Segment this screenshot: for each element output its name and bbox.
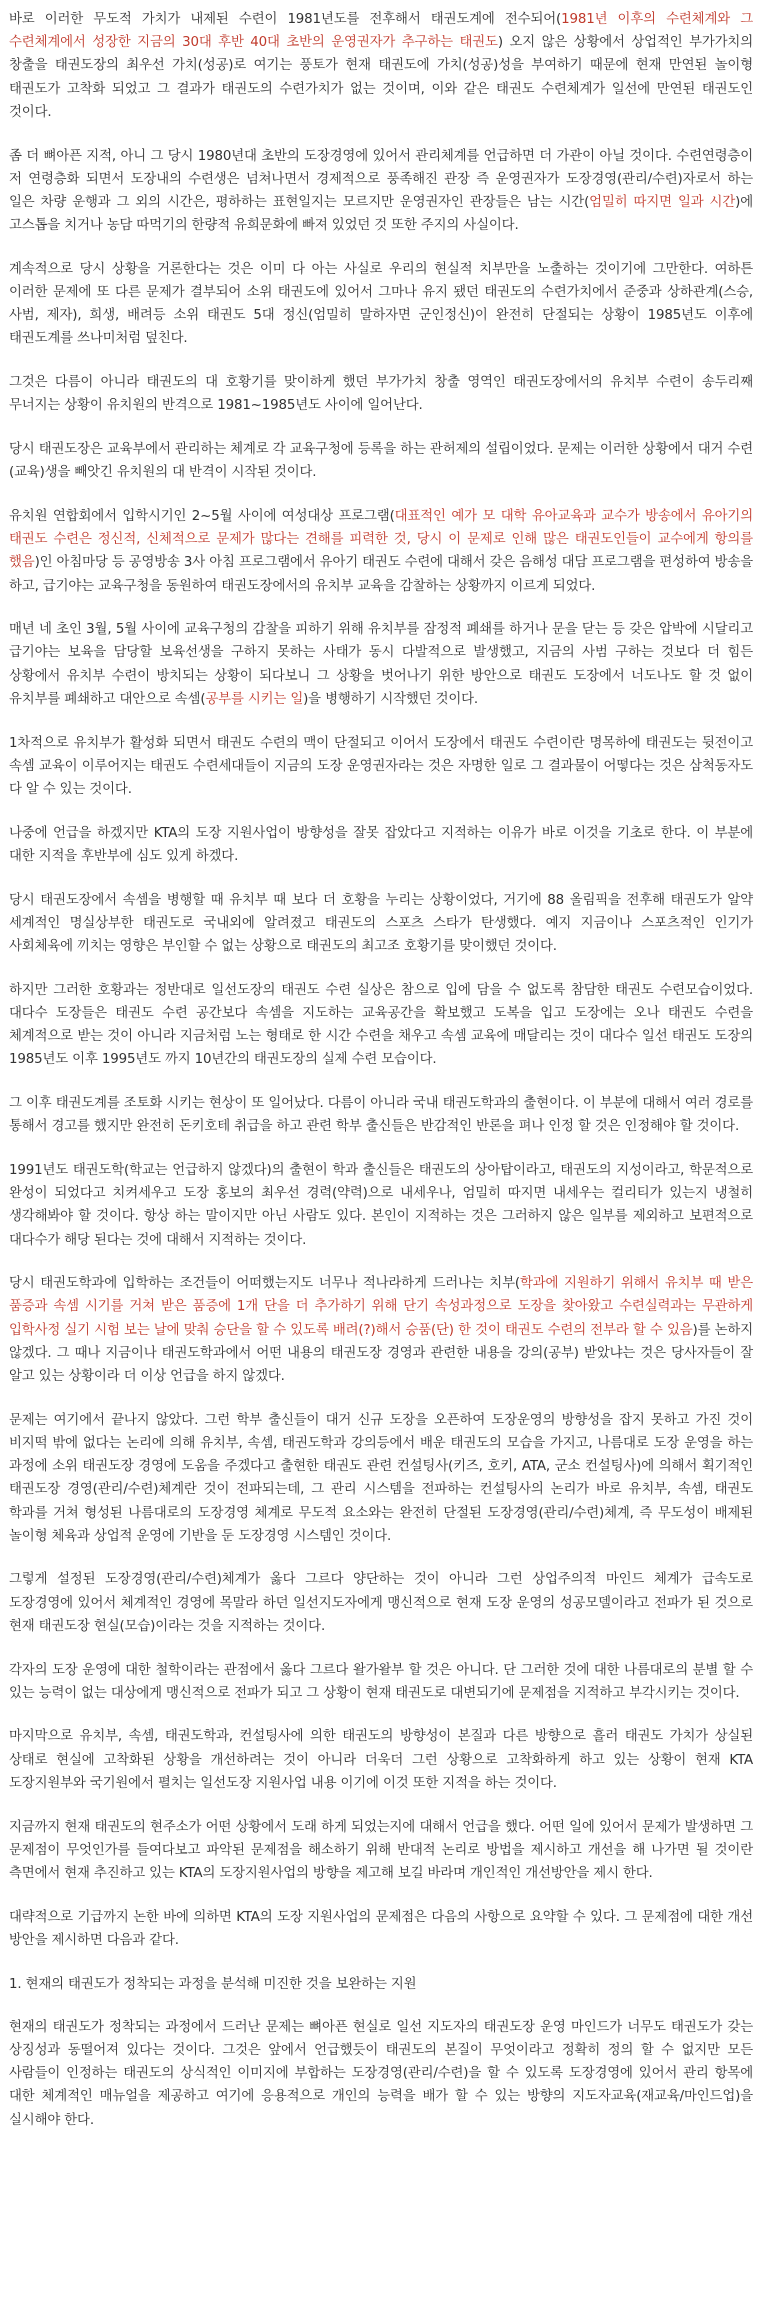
article-paragraph: [9, 258, 753, 351]
paragraph-text: 대략적으로 기급까지 논한 바에 의하면 KTA의 도장 지원사업의 문제점은 다음의 사항으로 요약할 수 있다. 그 문제점에 대한 개선 방안을 제시하면 다음과 같다.: [9, 1909, 753, 1948]
paragraph-text: 그렇게 설정된 도장경영(관리/수련)체계가 옳다 그르다 양단하는 것이 아니라 그런 상업주의적 마인드 체계가 급속도로 도장경영에 있어서 체계적인 경영에 목말라 하던 일선지도자에게 맹신적으로 현재 도장 운영의 성공모델이라고 전파가 된 것으로 현재 태권도장 현실(모습)이라는 것을 지적하는 것이다.: [9, 1572, 753, 1634]
paragraph-text: 계속적으로 당시 상황을 거론한다는 것은 이미 다 아는 사실로 우리의 현실적 치부만을 노출하는 것이기에 그만한다. 여하튼 이러한 문제에 또 다른 문제가 결부되어 소위 태권도에 있어서 그마나 유지 됐던 태권도의 수련가치에서 준중과 상하관계(스승, 사범, 제자), 희생, 배려등 소위 태권도 5대 정신(엄밀히 말하자면 군인정신)이 완전히 단절되는 상황이 1985년도 이후에 태권도계를 쓰나미처럼 덮친다.: [9, 261, 753, 347]
paragraph-text: 마지막으로 유치부, 속셈, 태권도학과, 컨설팅사에 의한 태권도의 방향성이 본질과 다른 방향으로 흘러 태권도 가치가 상실된 상태로 현실에 고착화된 상황을 개선하려는 것이 아니라 더욱더 그런 상황으로 고착화하게 하고 있는 상황이 현재 KTA 도장지원부와 국기원에서 펼치는 일선도장 지원사업 내용 이기에 이것 또한 지적을 하는 것이다.: [9, 1729, 753, 1791]
highlighted-text: 학과에 지원하기 위해서 유치부 때 받은 품증과 속셈 시기를 거쳐 받은 품증에 1개 단을 더 추가하기 위해 단기 속성과정으로 도장을 찾아왔고 수련실력과는 무관하게 입학사정 실기 시험 보는 날에 맞춰 승단을 할 수 있도록 배려(?)해서 승품(단) 한 것이 태권도 수련의 전부라 할 수 있음: [9, 1276, 753, 1338]
article-paragraph: [9, 1659, 753, 1705]
article-paragraph: [9, 1816, 753, 1886]
paragraph-text: 1차적으로 유치부가 활성화 되면서 태권도 수련의 맥이 단절되고 이어서 도장에서 태권도 수련이란 명목하에 태권도는 뒷전이고 속셈 교육이 이루어지는 태권도 수련세대들이 지금의 도장 운영권자라는 것은 자명한 일로 그 결과물이 어떻다는 것은 삼척동자도 다 알 수 있는 것이다.: [9, 735, 753, 797]
paragraph-text: )에 고스톱을 치거나 농담 따먹기의 한량적 유희문화에 빠져 있었던 것 또한 주지의 사실이다.: [9, 194, 753, 234]
paragraph-text: 그 이후 태권도계를 조토화 시키는 현상이 또 일어났다. 다름이 아니라 국내 태권도학과의 출현이다. 이 부분에 대해서 여러 경로를 통해서 경고를 했지만 완전히 돈키호테 취급을 하고 관련 학부 출신들은 반감적인 반론을 펴나 인정 할 것은 인정해야 할 것이다.: [9, 1096, 753, 1135]
paragraph-text: )를 논하지 않겠다. 그 때나 지금이나 태권도학과에서 어떤 내용의 태권도장 경영과 관련한 내용을 강의(공부) 받았냐는 것은 당사자들이 잘 알고 있는 상황이라 더 이상 언급을 하지 않겠다.: [9, 1322, 753, 1385]
paragraph-text: 1. 현재의 태권도가 정착되는 과정을 분석해 미진한 것을 보완하는 지원: [9, 1976, 417, 1992]
article-paragraph: [9, 732, 753, 802]
paragraph-text: 매년 네 초인 3월, 5월 사이에 교육구청의 감찰을 피하기 위해 유치부를 잠정적 폐쇄를 하거나 문을 닫는 등 갖은 압박에 시달리고 급기야는 보육을 담당할 보육선생을 구하지 못하는 사태가 동시 다발적으로 발생했고, 지금의 사범 구하는 것보다 더 힘든 상황에서 유치부 수련이 방치되는 상황이 되다보니 그 상황을 벗어나기 위한 방안으로 태권도 도장에서 너도나도 할 것 없이 유치부를 폐쇄하고 대안으로 속셈(: [9, 622, 753, 707]
article-paragraph: [9, 979, 753, 1072]
article-paragraph: [9, 1906, 753, 1952]
article-paragraph: [9, 1272, 753, 1388]
paragraph-text: 유치원 연합회에서 입학시기인 2~5월 사이에 여성대상 프로그램(: [9, 508, 395, 524]
paragraph-text: 현재의 태권도가 정착되는 과정에서 드러난 문제는 뼈아픈 현실로 일선 지도자의 태권도장 운영 마인드가 너무도 태권도가 갖는 상징성과 동떨어져 있다는 것이다. 그것은 앞에서 언급했듯이 태권도의 본질이 무엇이라고 정확히 정의 할 수 없지만 모든 사람들이 인정하는 태권도의 상식적인 이미지에 부합하는 도장경영(관리/수련)을 할 수 있도록 도장경영에 있어서 관리 항목에 대한 체계적인 매뉴얼을 제공하고 여기에 응용적으로 개인의 능력을 배가 할 수 있는 방향의 지도자교육(재교육/마인드업)을 실시해야 한다.: [9, 2019, 753, 2128]
article-paragraph: [9, 438, 753, 484]
article-paragraph: [9, 1568, 753, 1638]
article-paragraph: [9, 2016, 753, 2132]
article-paragraph: [9, 1725, 753, 1795]
paragraph-text: 나중에 언급을 하겠지만 KTA의 도장 지원사업이 방향성을 잘못 잡았다고 지적하는 이유가 바로 이것을 기초로 한다. 이 부분에 대한 지적을 후반부에 심도 있게 하겠다.: [9, 825, 753, 864]
article-paragraph: [9, 618, 753, 711]
paragraph-text: 하지만 그러한 호황과는 정반대로 일선도장의 태권도 수련 실상은 참으로 입에 담을 수 없도록 참담한 태권도 수련모습이었다. 대다수 도장들은 태권도 수련 공간보다 속셈을 지도하는 교육공간을 확보했고 도복을 입고 도장에는 오나 태권도 수련을 체계적으로 받는 것이 아니라 지금처럼 노는 형태로 한 시간 수련을 채우고 속셈 교육에 매달리는 것이 대다수 일선 태권도 도장의 1985년도 이후 1995년도 까지 10년간의 태권도장의 실제 수련 모습이다.: [9, 982, 753, 1068]
section-heading: [9, 1973, 753, 1996]
paragraph-text: 좀 더 뼈아픈 지적, 아니 그 당시 1980년대 초반의 도장경영에 있어서 관리체계를 언급하면 더 가관이 아닐 것이다. 수련연령층이 저 연령층화 되면서 도장내의 수련생은 넘쳐나면서 경제적으로 풍족해진 관장 즉 운영권자가 도장경영(관리/수련)자로서 하는 일은 차량 운행과 그 외의 시간은, 평하하는 표현일지는 모르지만 운영권자인 관장들은 남는 시간(: [9, 148, 753, 210]
paragraph-text: 당시 태권도장은 교육부에서 관리하는 체계로 각 교육구청에 등록을 하는 관허제의 설립이었다. 문제는 이러한 상황에서 대거 수련(교육)생을 빼앗긴 유치원의 대 반격이 시작된 것이다.: [9, 442, 753, 481]
article-paragraph: [9, 1409, 753, 1548]
article-paragraph: [9, 371, 753, 417]
article-paragraph: [9, 889, 753, 959]
paragraph-text: ) 오지 않은 상황에서 상업적인 부가가치의 창출을 태권도장의 최우선 가치(성공)로 여기는 풍토가 현재 태권도에 가치(성공)성을 부여하기 때문에 현재 만연된 놀이형 태권도가 고착화 되었고 그 결과가 태권도의 수련가치가 없는 것이며, 이와 같은 태권도 수련체계가 일선에 만연된 태권도인 것이다.: [9, 35, 754, 120]
article-paragraph: [9, 1159, 753, 1252]
paragraph-text: 당시 태권도장에서 속셈을 병행할 때 유치부 때 보다 더 호황을 누리는 상황이었다, 거기에 88 올림픽을 전후해 태권도가 알약 세계적인 명실상부한 태권도로 국내외에 알려졌고 태권도의 스포츠 스타가 탄생했다. 예지 지금이나 스포츠적인 인기가 사회체육에 끼치는 영향은 부인할 수 없는 상황으로 태권도의 최고조 호황기를 맞이했던 것이다.: [9, 892, 753, 954]
paragraph-text: 바로 이러한 무도적 가치가 내제된 수련이 1981년도를 전후해서 태권도계에 전수되어(: [9, 12, 562, 27]
paragraph-text: 그것은 다름이 아니라 태권도의 대 호황기를 맞이하게 했던 부가가치 창출 영역인 태권도장에서의 유치부 수련이 송두리째 무너지는 상황이 유치원의 반격으로 1981~1985년도 사이에 일어난다.: [9, 375, 753, 414]
paragraph-text: 문제는 여기에서 끝나지 않았다. 그런 학부 출신들이 대거 신규 도장을 오픈하여 도장운영의 방향성을 잡지 못하고 가진 것이 비지떡 밖에 없다는 논리에 의해 유치부, 속셈, 태권도학과 강의등에서 배운 태권도의 모습을 가지고, 나름대로 도장 운영을 하는 과정에 소위 태권도장 경영에 도움을 주겠다고 출현한 태권도 관련 컨설팅사(키즈, 호키, ATA, 군소 컨설팅사)에 의해서 획기적인 태권도장 경영(관리/수련)체계란 것이 전파되는데, 그 관리 시스템을 전파하는 컨설팅사의 논리가 바로 유치부, 속셈, 태권도 학과를 거쳐 형성된 나름대로의 도장경영 체계로 무도적 요소와는 완전히 단절된 도장경영(관리/수련)체계, 즉 무도성이 배제된 놀이형 체육과 상업적 운영에 기반을 둔 도장경영 시스템인 것이다.: [9, 1412, 753, 1544]
article-paragraph: [9, 1092, 753, 1138]
article-paragraph: [9, 8, 753, 124]
paragraph-text: 1991년도 태권도학(학교는 언급하지 않겠다)의 출현이 학과 출신들은 태권도의 상아탑이라고, 태권도의 지성이라고, 학문적으로 완성이 되었다고 치켜세우고 도장 홍보의 최우선 경력(약력)으로 내세우나, 엄밀히 따지면 내세우는 컬리티가 있는지 냉철히 생각해봐야 할 것이다. 항상 하는 말이지만 아닌 사람도 있다. 본인이 지적하는 것은 그러하지 않은 일부를 제외하고 보편적으로 대다수가 해당 된다는 것에 대해서 지적하는 것이다.: [9, 1162, 753, 1248]
article-paragraph: [9, 145, 753, 238]
highlighted-text: 대표적인 예가 모 대학 유아교육과 교수가 방송에서 유아기의 태권도 수련은 정신적, 신체적으로 문제가 많다는 견해를 피력한 것, 당시 이 문제로 인해 많은 태권도인들이 교수에게 항의를 했음: [9, 508, 753, 571]
highlighted-text: 엄밀히 따지면 일과 시간: [589, 194, 736, 210]
highlighted-text: 1981년 이후의 수련체계와 그 수련체계에서 성장한 지금의 30대 후반 40대 초반의 운영권자가 추구하는 태권도: [9, 12, 753, 51]
article-paragraph: [9, 505, 753, 598]
article-paragraph: [9, 822, 753, 868]
paragraph-text: 당시 태권도학과에 입학하는 조건들이 어떠했는지도 너무나 적나라하게 드러나는 치부(: [9, 1276, 520, 1292]
highlighted-text: 공부를 시키는 일: [205, 691, 304, 707]
paragraph-text: 각자의 도장 운영에 대한 철학이라는 관점에서 옳다 그르다 왈가왈부 할 것은 아니다. 단 그러한 것에 대한 나름대로의 분별 할 수 있는 능력이 없는 대상에게 맹신적으로 전파가 되고 그 상황이 현재 태권도로 대변되기에 문제점을 지적하고 부각시키는 것이다.: [9, 1662, 753, 1701]
paragraph-text: 지금까지 현재 태권도의 현주소가 어떤 상황에서 도래 하게 되었는지에 대해서 언급을 했다. 어떤 일에 있어서 문제가 발생하면 그 문제점이 무엇인가를 들여다보고 파악된 문제점을 해소하기 위해 반대적 논리로 방법을 제시하고 개선을 해 나가면 될 것이란 측면에서 현재 추진하고 있는 KTA의 도장지원사업의 방향을 제고해 보길 바라며 개인적인 개선방안을 제시 한다.: [9, 1819, 753, 1881]
paragraph-text: )을 병행하기 시작했던 것이다.: [303, 691, 479, 707]
paragraph-text: )인 아침마당 등 공영방송 3사 아침 프로그램에서 유아기 태권도 수련에 대해서 갖은 음해성 대담 프로그램을 편성하여 방송을 하고, 급기야는 교육구청을 동원하여 태권도장에서의 유치부 교육을 감찰하는 상황까지 이르게 되었다.: [9, 555, 753, 594]
